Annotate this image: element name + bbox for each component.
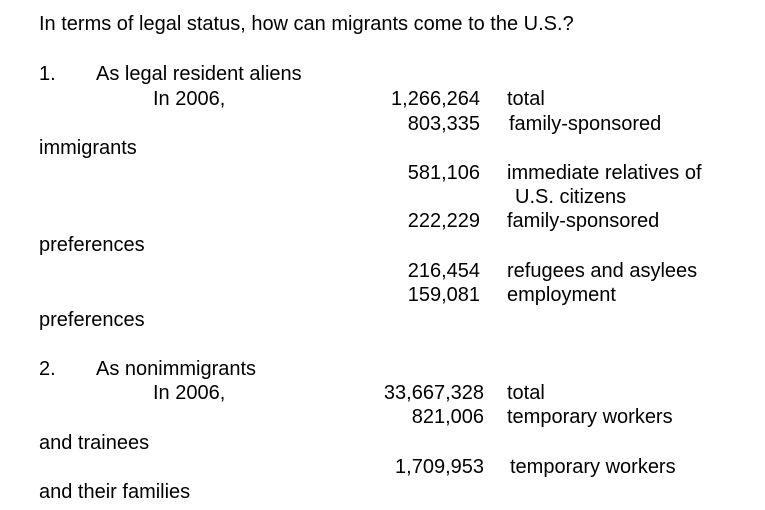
section1-label-immediate-relatives: immediate relatives of [507,162,702,184]
section2-label-temporary-workers: temporary workers [507,406,673,428]
section1-value-family-sponsored: 803,335 [407,113,480,135]
page-question: In terms of legal status, how can migrants come to the U.S.? [39,13,574,35]
section2-label-temporary-workers-2: temporary workers [510,456,676,478]
section2-heading: As nonimmigrants [96,358,257,380]
section1-label-us-citizens: U.S. citizens [515,186,627,208]
section1-label-family-preferences: family-sponsored [507,210,660,232]
section1-left-word-immigrants: immigrants [39,137,137,159]
section1-number: 1. [39,63,56,85]
section1-left-word-preferences-2: preferences [39,309,145,331]
section2-value-temporary-workers-2: 1,709,953 [395,456,484,478]
section1-label-family-sponsored: family-sponsored [509,113,662,135]
section2-left-word-families: and their families [39,481,191,503]
section2-number: 2. [39,358,56,380]
section2-year-label: In 2006, [153,382,226,404]
section1-value-family-preferences: 222,229 [407,210,480,232]
section2-value-total: 33,667,328 [383,382,484,404]
section1-value-immediate-relatives: 581,106 [407,162,480,184]
section1-label-total: total [507,88,545,110]
section1-value-total: 1,266,264 [391,88,480,110]
section2-label-total: total [507,382,545,404]
section1-heading: As legal resident aliens [96,63,302,85]
section1-value-refugees: 216,454 [407,260,480,282]
section2-left-word-trainees: and trainees [39,432,150,454]
section1-value-employment: 159,081 [407,284,480,306]
section1-label-refugees: refugees and asylees [507,260,698,282]
section1-label-employment: employment [507,284,616,306]
section2-value-temporary-workers: 821,006 [411,406,484,428]
section1-left-word-preferences-1: preferences [39,234,145,256]
section1-year-label: In 2006, [153,88,226,110]
